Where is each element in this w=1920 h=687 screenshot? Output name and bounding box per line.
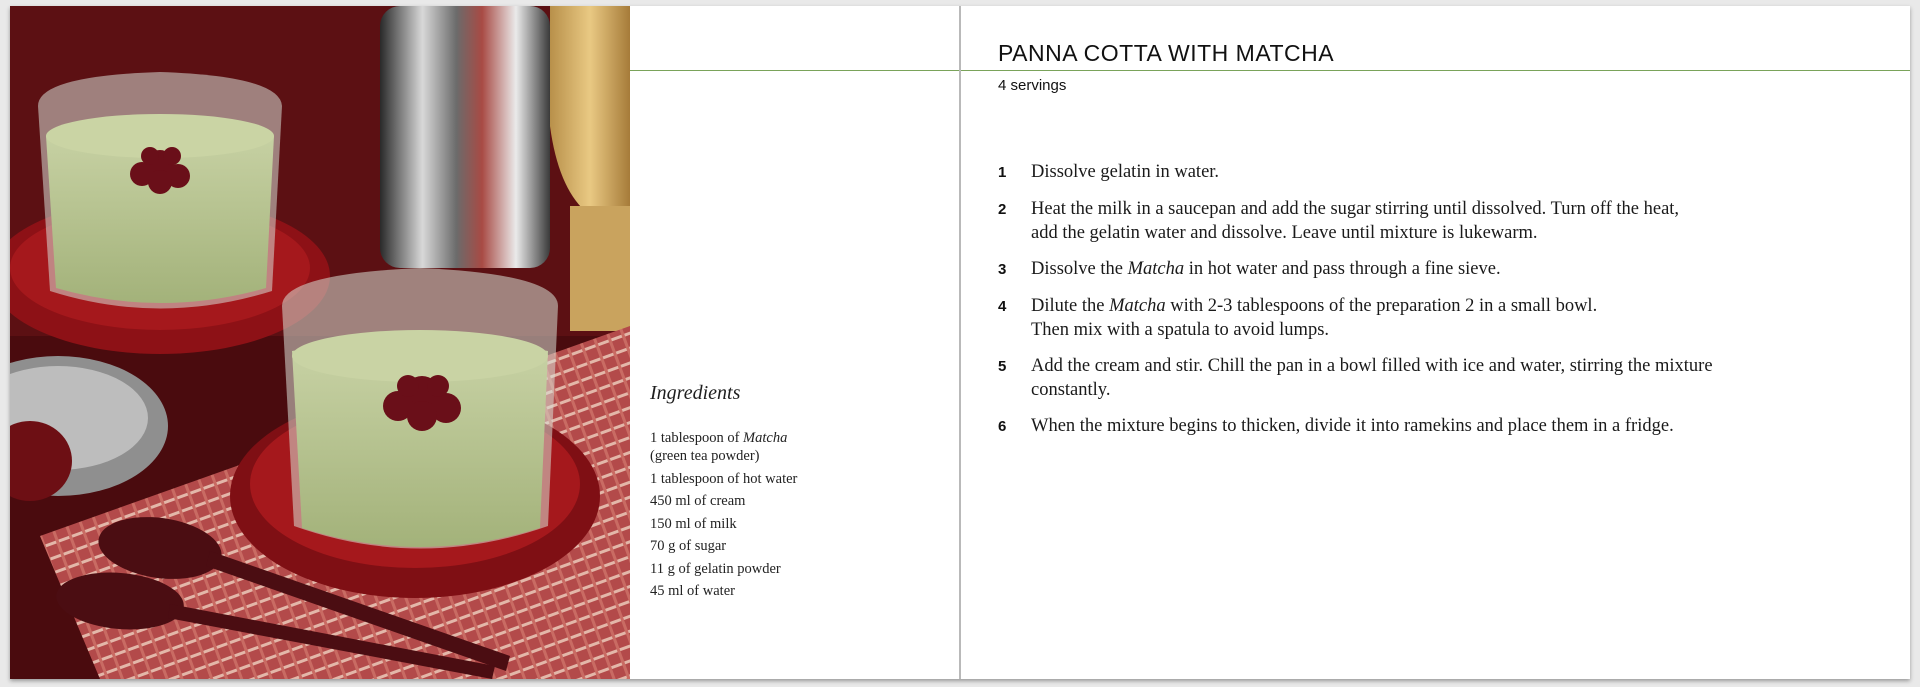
step-text: Dissolve the Matcha in hot water and pass through a fine sieve. <box>1031 259 1501 279</box>
step-text: When the mixture begins to thicken, divide it into ramekins and place them in a fridge. <box>1031 416 1674 436</box>
servings-label: 4 servings <box>998 77 1067 94</box>
method-step <box>998 197 1878 245</box>
recipe-photo <box>10 6 630 679</box>
cookbook-spread <box>10 6 1910 679</box>
method-step <box>998 354 1878 402</box>
step-number: 1 <box>998 164 1007 181</box>
method-steps <box>998 160 1878 451</box>
method-step <box>998 294 1878 342</box>
step-number: 6 <box>998 418 1007 435</box>
ingredient-item: 1 tablespoon of hot water <box>650 470 798 487</box>
method-step <box>998 160 1878 185</box>
step-number: 4 <box>998 298 1007 315</box>
step-text: Dilute the Matcha with 2-3 tablespoons of the preparation 2 in a small bowl. Then mix with a spatula to avoid lumps. <box>1031 296 1598 340</box>
ingredients-list <box>650 429 950 600</box>
step-number: 5 <box>998 358 1007 375</box>
method-step <box>998 257 1878 282</box>
ingredients-heading: Ingredients <box>650 382 741 404</box>
ingredient-item: 45 ml of water <box>650 583 735 599</box>
ingredient-item: 70 g of sugar <box>650 538 727 554</box>
ingredient-item: 1 tablespoon of Matcha (green tea powder) <box>650 430 788 464</box>
method-step <box>998 414 1878 439</box>
ingredient-item: 150 ml of milk <box>650 515 737 532</box>
step-number: 3 <box>998 261 1007 278</box>
step-text: Heat the milk in a saucepan and add the sugar stirring until dissolved. Turn off the heat, add the gelatin water and dissolve. Leave until mixture is lukewarm. <box>1031 199 1680 243</box>
recipe-title: PANNA COTTA WITH MATCHA <box>998 40 1335 66</box>
ingredients-panel <box>650 382 950 605</box>
step-text: Add the cream and stir. Chill the pan in a bowl filled with ice and water, stirring the mixture constantly. <box>1031 356 1713 400</box>
ingredient-item: 450 ml of cream <box>650 493 746 509</box>
ingredient-item: 11 g of gelatin powder <box>650 560 781 577</box>
step-number: 2 <box>998 201 1007 218</box>
title-rule <box>630 70 1910 71</box>
page-gutter <box>959 6 961 679</box>
step-text: Dissolve gelatin in water. <box>1031 162 1220 182</box>
